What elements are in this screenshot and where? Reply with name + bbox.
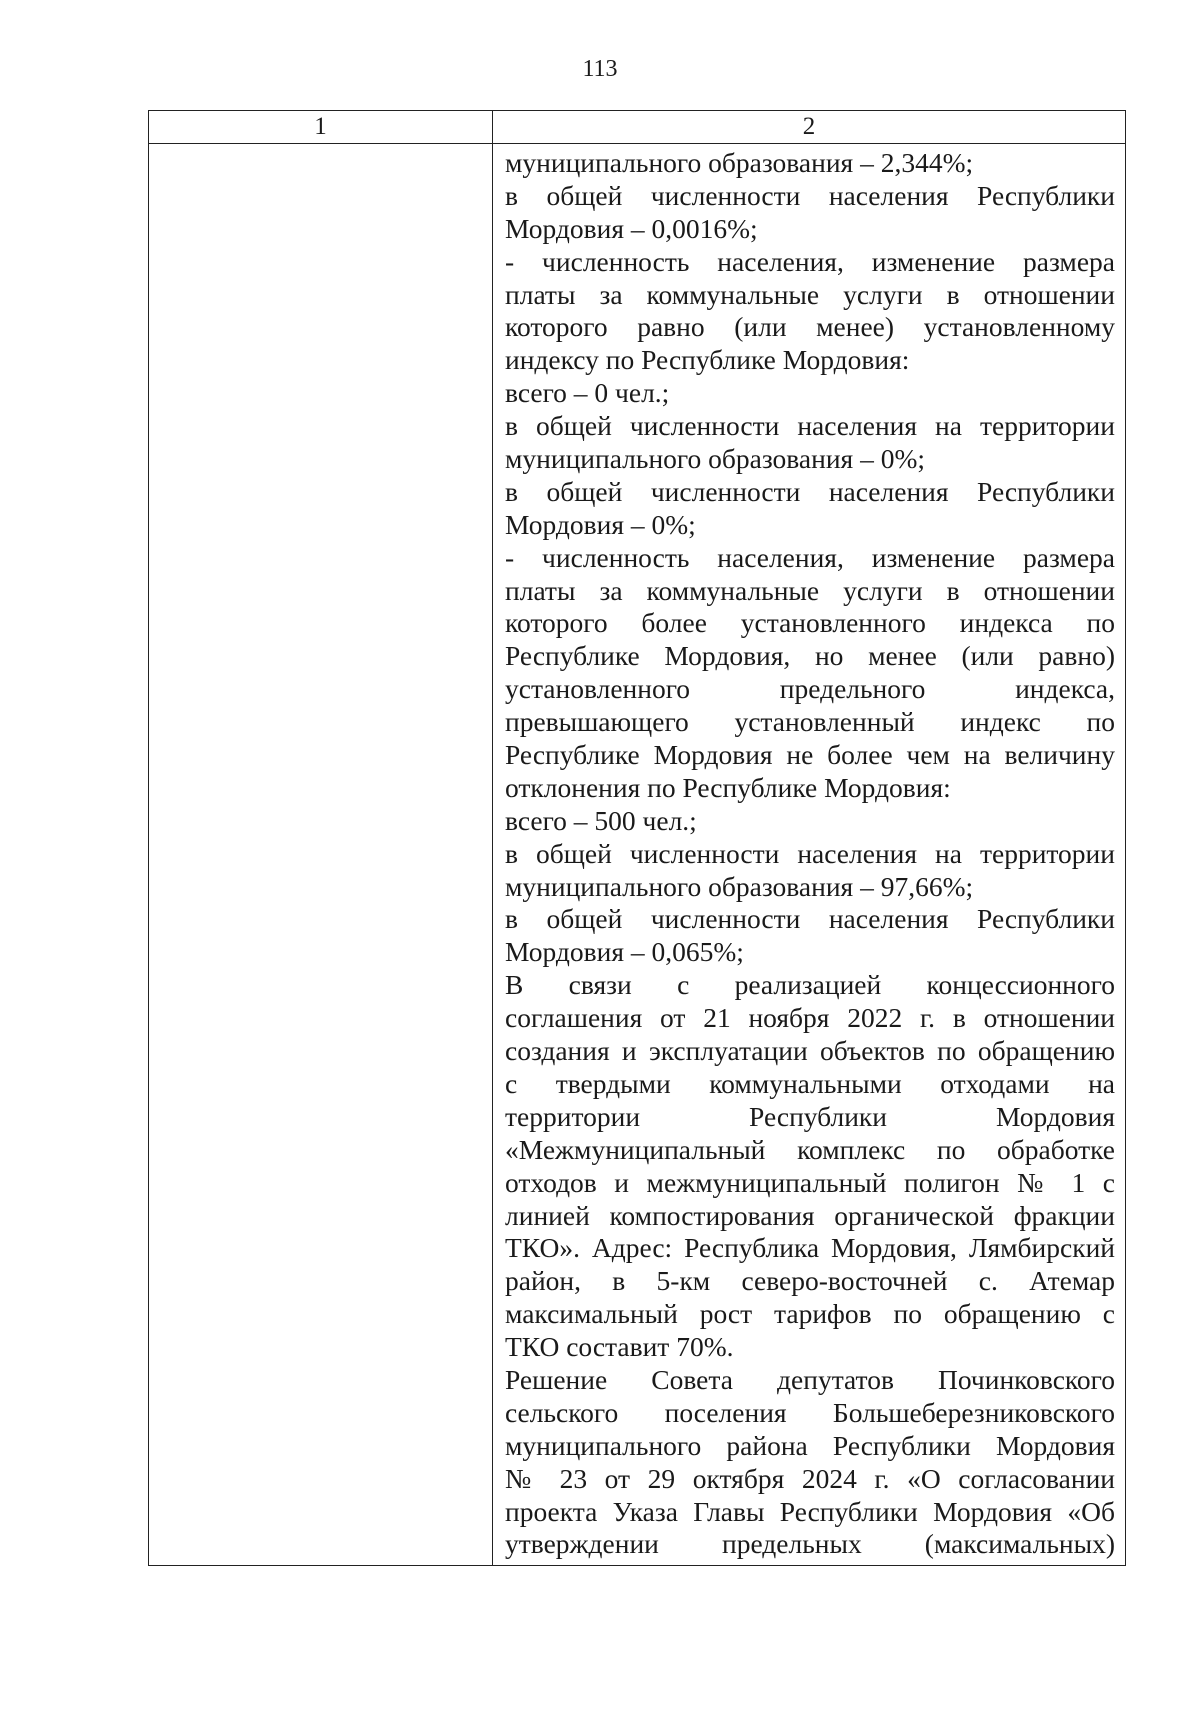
text-line: превышающего установленный индекс по	[505, 706, 1115, 738]
column-header-2: 2	[802, 113, 816, 140]
text-line: Мордовия – 0,0016%;	[505, 212, 758, 244]
text-line: индексу по Республике Мордовия:	[505, 344, 910, 376]
text-line: В связи с реализацией концессионного	[505, 969, 1115, 1001]
text-line: в общей численности населения Республики	[505, 475, 1115, 507]
text-line: в общей численности населения Республики	[505, 179, 1115, 211]
text-line: Мордовия – 0%;	[505, 508, 696, 540]
text-line: Республике Мордовия, но менее (или равно)	[505, 640, 1115, 672]
text-line: всего – 0 чел.;	[505, 377, 670, 409]
text-line: платы за коммунальные услуги в отношении	[505, 278, 1115, 310]
document-table	[148, 110, 1126, 1566]
text-line: в общей численности населения на территории	[505, 410, 1115, 442]
text-line: муниципального образования – 0%;	[505, 443, 925, 475]
text-line: ТКО составит 70%.	[505, 1331, 734, 1363]
text-line: которого равно (или менее) установленному	[505, 311, 1115, 343]
text-line: установленного предельного индекса,	[505, 673, 1115, 705]
text-line: территории Республики Мордовия	[505, 1100, 1115, 1132]
text-line: район, в 5-км северо-восточней с. Атемар	[505, 1265, 1115, 1297]
table-header-row	[149, 111, 1125, 144]
text-line: проекта Указа Главы Республики Мордовия «Об	[505, 1495, 1115, 1527]
text-line: создания и эксплуатации объектов по обращению	[505, 1035, 1115, 1067]
text-line: муниципального образования – 2,344%;	[505, 147, 974, 178]
text-line: платы за коммунальные услуги в отношении	[505, 574, 1115, 606]
text-line: всего – 500 чел.;	[505, 804, 697, 836]
text-line: сельского поселения Большеберезниковского	[505, 1396, 1115, 1428]
text-line: № 23 от 29 октября 2024 г. «О согласовании	[505, 1462, 1115, 1494]
text-line: отклонения по Республике Мордовия:	[505, 771, 951, 803]
text-line: отходов и межмуниципальный полигон № 1 с	[505, 1166, 1115, 1198]
text-line: муниципального района Республики Мордовия	[505, 1429, 1115, 1461]
text-line: утверждении предельных (максимальных)	[505, 1528, 1115, 1560]
text-line: в общей численности населения Республики	[505, 903, 1115, 935]
text-line: ТКО». Адрес: Республика Мордовия, Лямбирский	[505, 1232, 1115, 1264]
text-line: с твердыми коммунальными отходами на	[505, 1067, 1115, 1099]
text-line: которого более установленного индекса по	[505, 607, 1115, 639]
column-divider	[492, 111, 493, 1565]
text-line: Республике Мордовия не более чем на величину	[505, 739, 1115, 771]
text-line: «Межмуниципальный комплекс по обработке	[505, 1133, 1115, 1165]
text-line: муниципального образования – 97,66%;	[505, 870, 974, 902]
text-line: максимальный рост тарифов по обращению с	[505, 1298, 1115, 1330]
text-line: Мордовия – 0,065%;	[505, 936, 744, 968]
column-2-text-cell	[505, 147, 1115, 1561]
page-number: 113	[582, 56, 618, 82]
column-header-1: 1	[314, 113, 327, 140]
text-line: Решение Совета депутатов Починковского	[505, 1363, 1115, 1395]
text-line: соглашения от 21 ноября 2022 г. в отношении	[505, 1002, 1115, 1034]
text-line: в общей численности населения на территории	[505, 837, 1115, 869]
text-line: - численность населения, изменение размера	[505, 245, 1115, 277]
text-line: линией компостирования органической фракции	[505, 1199, 1115, 1231]
text-line: - численность населения, изменение размера	[505, 541, 1115, 573]
